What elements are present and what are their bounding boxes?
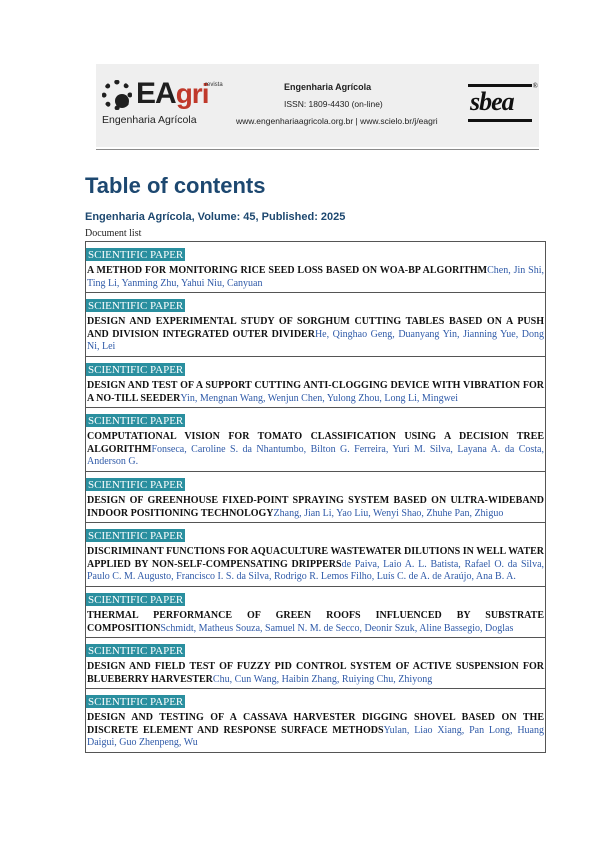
paper-title[interactable]: A METHOD FOR MONITORING RICE SEED LOSS BASED ON WOA-BP ALGORITHM [87, 265, 488, 276]
list-item [85, 293, 546, 357]
paper-title[interactable]: DESIGN OF GREENHOUSE FIXED-POINT SPRAYING SYSTEM BASED ON ULTRA-WIDEBAND INDOOR POSITIONING TECHNOLOGY [87, 494, 544, 519]
eagri-logo [102, 78, 227, 132]
section-badge: SCIENTIFIC PAPER [88, 415, 184, 428]
sbea-logo [468, 84, 536, 124]
page-title: Table of contents [85, 173, 266, 198]
paper-title[interactable]: DESIGN AND FIELD TEST OF FUZZY PID CONTROL SYSTEM OF ACTIVE SUSPENSION FOR BLUEBERRY HARVESTER [87, 661, 544, 685]
gear-icon [102, 80, 132, 110]
section-badge: SCIENTIFIC PAPER [88, 696, 184, 709]
paper-authors[interactable]: Yulan, Liao Xiang, Pan Long, Huang Daigui, Guo Zhenpeng, Wu [87, 724, 544, 749]
logo-subtitle: Engenharia Agrícola [102, 114, 197, 126]
paper-title[interactable]: THERMAL PERFORMANCE OF GREEN ROOFS INFLUENCED BY SUBSTRATE COMPOSITION [87, 609, 544, 634]
paper-title[interactable]: DESIGN AND TEST OF A SUPPORT CUTTING ANTI-CLOGGING DEVICE WITH VIBRATION FOR A NO-TILL SEEDER [87, 379, 544, 404]
logo-tiny-text: revista [205, 82, 223, 88]
section-badge: SCIENTIFIC PAPER [88, 300, 184, 313]
section-badge: SCIENTIFIC PAPER [88, 249, 184, 261]
registered-mark: ® [532, 82, 538, 90]
section-badge: SCIENTIFIC PAPER [88, 530, 184, 543]
list-item [85, 587, 546, 638]
paper-authors[interactable]: Zhang, Jian Li, Yao Liu, Wenyi Shao, Zhuhe Pan, Zhiguo [273, 507, 504, 519]
section-badge: SCIENTIFIC PAPER [88, 363, 184, 376]
document-list-label: Document list [85, 228, 142, 239]
section-badge: SCIENTIFIC PAPER [88, 645, 184, 658]
paper-title[interactable]: DESIGN AND TESTING OF A CASSAVA HARVESTER DIGGING SHOVEL BASED ON THE DISCRETE ELEMENT AND RESPONSE SURFACE METHODS [87, 712, 544, 736]
paper-authors[interactable]: Fonseca, Caroline S. da Nhantumbo, Bilton G. Ferreira, Yuri M. Silva, Layana A. da Costa, Anderson G. [87, 443, 544, 468]
paper-title[interactable]: DESIGN AND EXPERIMENTAL STUDY OF SORGHUM CUTTING TABLES BASED ON A PUSH AND DIVISION INTEGRATED OUTER DIVIDER [87, 316, 544, 340]
section-badge: SCIENTIFIC PAPER [88, 478, 184, 491]
list-item [85, 472, 546, 523]
list-item [85, 638, 546, 689]
logo-word-gri: gri [175, 78, 209, 109]
paper-title[interactable]: COMPUTATIONAL VISION FOR TOMATO CLASSIFICATION USING A DECISION TREE ALGORITHM [87, 431, 544, 455]
paper-authors[interactable]: Schmidt, Matheus Souza, Samuel N. M. de Secco, Deonir Szuk, Aline Bassegio, Doglas [160, 622, 514, 634]
list-item [85, 408, 546, 472]
list-item [85, 357, 546, 408]
paper-authors[interactable]: Yin, Mengnan Wang, Wenjun Chen, Yulong Zhou, Long Li, Mingwei [180, 392, 459, 404]
journal-issn: ISSN: 1809-4430 (on-line) [284, 99, 383, 109]
list-item [85, 242, 546, 293]
sbea-text: sbea [470, 87, 514, 116]
paper-authors[interactable]: de Paiva, Laio A. L. Batista, Rafael O. da Silva, Paulo C. M. Augusto, Francisco I. S. da Silva, Rodrigo R. Lemos Filho, Luís C. de A. de Araújo, Ana B. A. [87, 558, 545, 583]
volume-info: Engenharia Agrícola, Volume: 45, Published: 2025 [85, 211, 346, 223]
journal-header [96, 64, 539, 147]
journal-name: Engenharia Agrícola [284, 82, 372, 92]
logo-word-ea: EA [136, 77, 176, 110]
paper-authors[interactable]: Chu, Cun Wang, Haibin Zhang, Ruiying Chu, Zhiyong [212, 673, 433, 685]
section-badge: SCIENTIFIC PAPER [88, 593, 184, 606]
document-list [85, 241, 546, 753]
journal-website[interactable]: www.engenhariaagricola.org.br | www.scielo.br/j/eagri [236, 116, 438, 126]
header-divider [96, 149, 539, 150]
list-item [85, 689, 546, 753]
list-item [85, 523, 546, 587]
paper-authors[interactable]: Chen, Jin Shi, Ting Li, Yanming Zhu, Yahui Niu, Canyuan [87, 265, 544, 289]
paper-authors[interactable]: He, Qinghao Geng, Duanyang Yin, Jianning Yue, Dong Ni, Lei [87, 328, 544, 353]
paper-title[interactable]: DISCRIMINANT FUNCTIONS FOR AQUACULTURE WASTEWATER DILUTIONS IN WELL WATER APPLIED BY NON-SELF-COMPENSATING DRIPPERS [87, 546, 544, 570]
